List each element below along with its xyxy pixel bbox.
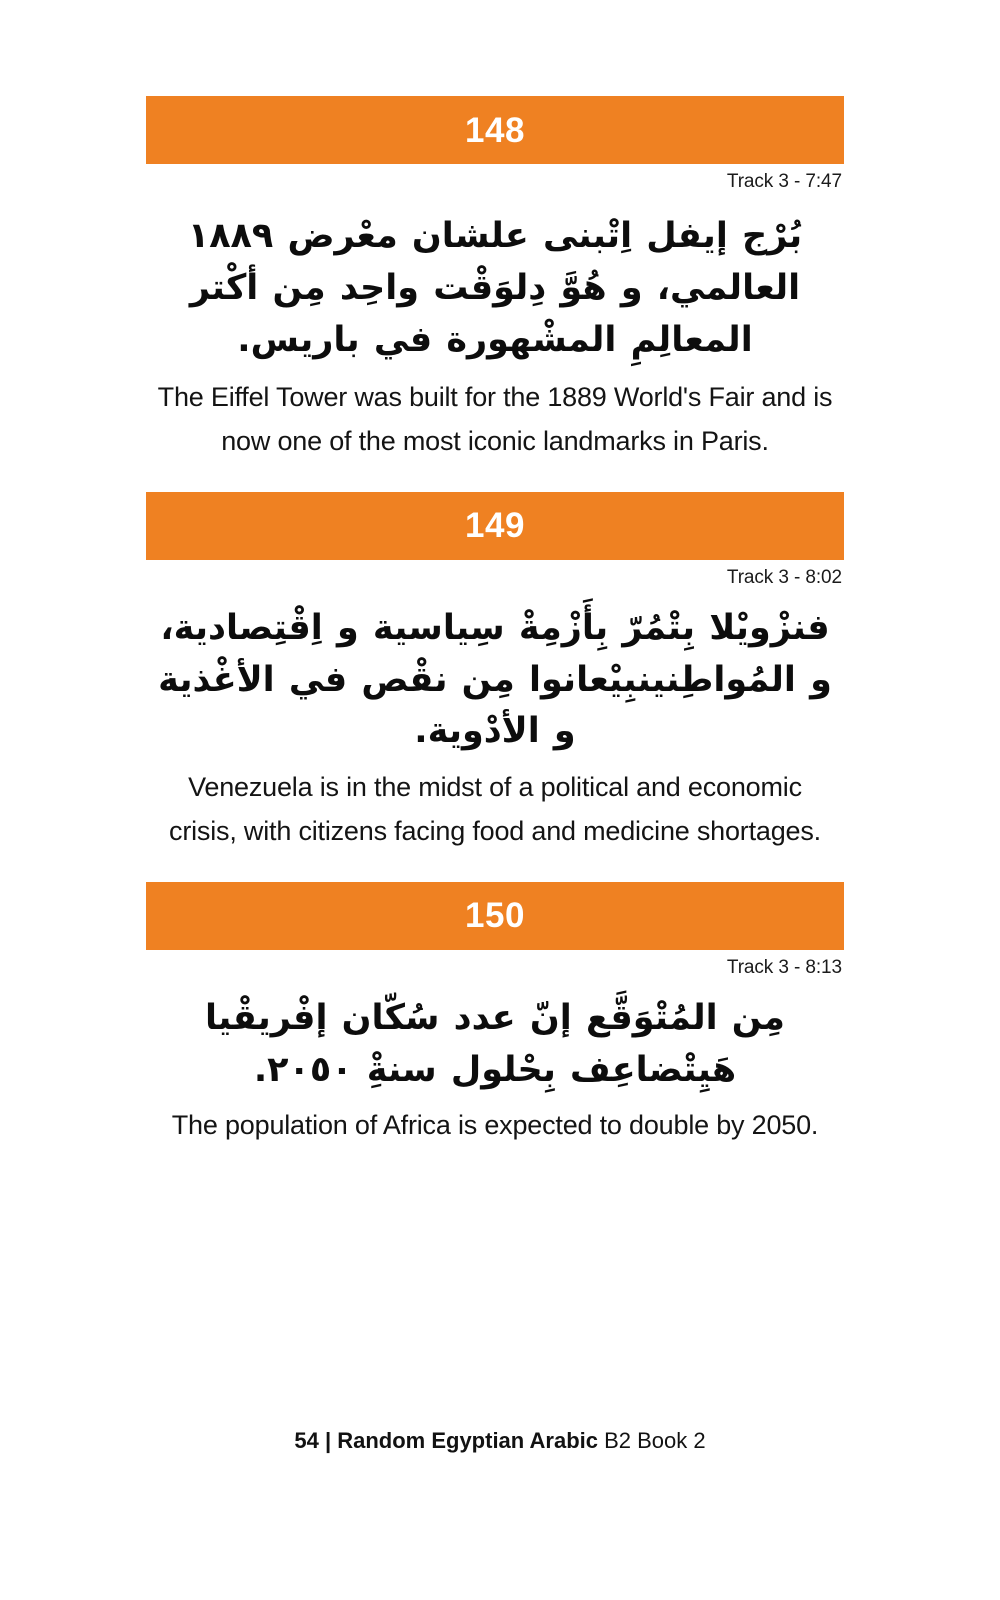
entry-150 [146,882,844,1148]
english-translation: Venezuela is in the midst of a political and economic crisis, with citizens facing food and medicine shortages. [169,772,821,846]
arabic-sentence: بُرْج إيفل اِتْبنى علشان معْرض ١٨٨٩ العالمي، و هُوَّ دِلوَقْت واحِد مِن أكْتر المعالِمِ المشْهورة في باريس. [187,216,803,360]
english-translation: The population of Africa is expected to double by 2050. [171,1110,819,1141]
entry-spacer [146,464,844,492]
entry-148 [146,96,844,464]
track-row-149 [146,560,844,589]
arabic-sentence: فنزْويْلا بِتْمُرّ بِأَزْمِةْ سِياسية و اِقْتِصادية، و المُواطِنينبِيْعانوا مِن نقْص في الأغْذية و الأدْوية. [158,607,832,752]
entry-149 [146,492,844,854]
track-row-148 [146,164,844,193]
entry-number: 149 [465,506,525,546]
arabic-sentence: مِن المُتْوَقَّع إنّ عدد سُكّان إفْريقْيا هَيِتْضاعِف بِحْلول سنةِْ ٢٠٥٠. [205,997,785,1090]
track-label: Track 3 - 7:47 [726,171,842,192]
entry-number: 150 [465,896,525,936]
track-label: Track 3 - 8:02 [726,566,842,588]
track-label: Track 3 - 8:13 [726,956,842,978]
page-number: 54 [294,1428,319,1453]
entry-number: 148 [465,110,525,150]
book-title: Random Egyptian Arabic [337,1428,598,1453]
entries-container [146,96,844,1148]
book-level: B2 Book 2 [598,1428,706,1453]
footer-separator: | [318,1428,338,1453]
page-footer [0,1428,1000,1454]
entry-header-150 [146,882,844,950]
english-translation: The Eiffel Tower was built for the 1889 World's Fair and is now one of the most iconic landmarks in Paris. [157,382,833,457]
entry-header-149 [146,492,844,560]
track-row-150 [146,950,844,979]
entry-spacer [146,854,844,882]
entry-header-148 [146,96,844,164]
